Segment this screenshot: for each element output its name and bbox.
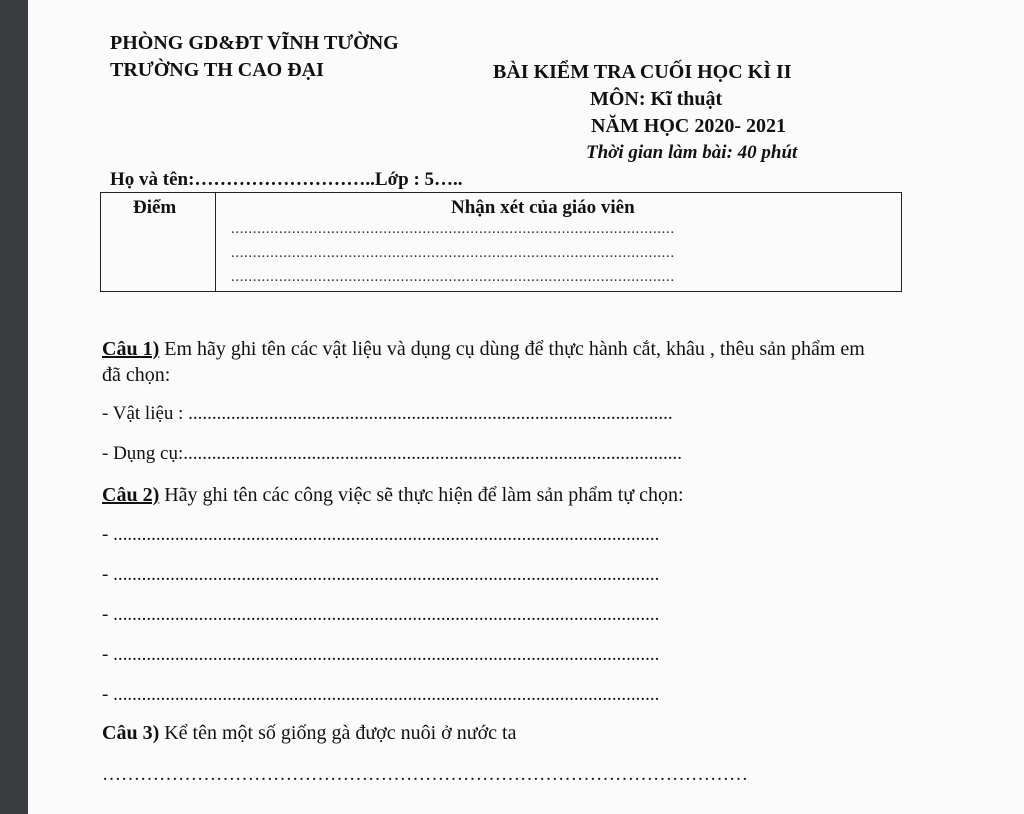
exam-duration: Thời gian làm bài: 40 phút (586, 142, 798, 163)
question-1-label: Câu 1) (102, 338, 160, 360)
student-name-line: Họ và tên:………………………..Lớp : 5….. (110, 169, 463, 190)
table-divider (215, 193, 216, 291)
window-left-edge (0, 0, 28, 814)
question-2 (102, 484, 684, 507)
task-line: - ................................................................................................................... (102, 604, 660, 625)
question-3-label: Câu 3) (102, 722, 160, 744)
school-year: NĂM HỌC 2020- 2021 (591, 115, 786, 137)
grade-header: Điểm (133, 197, 177, 218)
question-2-text: Hãy ghi tên các công việc sẽ thực hiện để làm sản phẩm tự chọn: (159, 484, 684, 506)
exam-title: BÀI KIỂM TRA CUỐI HỌC KÌ II (493, 61, 792, 83)
school-name: TRƯỜNG TH CAO ĐẠI (110, 59, 324, 81)
task-line: - ................................................................................................................... (102, 564, 660, 585)
comment-line: ...................................................................................................... (231, 269, 675, 285)
task-line: - ................................................................................................................... (102, 684, 660, 705)
materials-line: - Vật liệu : ...................................................................................................... (102, 403, 673, 424)
comment-line: ...................................................................................................... (231, 245, 675, 261)
comment-line: ...................................................................................................... (231, 221, 675, 237)
question-2-label: Câu 2) (102, 484, 160, 506)
department-name: PHÒNG GD&ĐT VĨNH TƯỜNG (110, 32, 399, 54)
question-3 (102, 722, 516, 745)
question-1-text: Em hãy ghi tên các vật liệu và dụng cụ dùng để thực hành cắt, khâu , thêu sản phẩm em (159, 338, 865, 360)
question-1-text-cont: đã chọn: (102, 364, 171, 386)
tools-line: - Dụng cụ:......................................................................................................... (102, 443, 683, 464)
question-3-text: Kể tên một số giống gà được nuôi ở nước ta (159, 722, 517, 744)
grade-comment-table (100, 192, 902, 292)
task-line: - ................................................................................................................... (102, 644, 660, 665)
task-line: - ................................................................................................................... (102, 524, 660, 545)
comment-header: Nhận xét của giáo viên (451, 197, 635, 218)
answer-line: ………………………………………………………………………………………… (102, 764, 748, 785)
question-1 (102, 338, 865, 361)
exam-subject: MÔN: Kĩ thuật (590, 88, 723, 110)
